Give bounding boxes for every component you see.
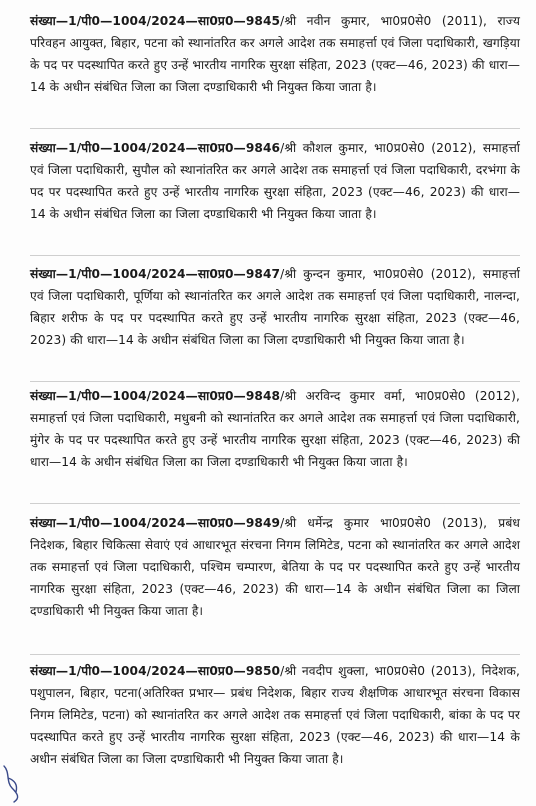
order-reference: संख्या—1/पी0—1004/2024—सा0प्र0—9848 [30,389,281,403]
order-reference: संख्या—1/पी0—1004/2024—सा0प्र0—9847 [30,267,281,281]
divider [30,381,520,382]
divider [30,255,520,256]
order-reference: संख्या—1/पी0—1004/2024—सा0प्र0—9850 [30,664,281,678]
order-reference: संख्या—1/पी0—1004/2024—सा0प्र0—9846 [30,141,281,155]
order-paragraph-9848 [30,385,520,473]
order-body: /श्री नवदीप शुक्ला, भा0प्र0से0 (2013), निदेशक, पशुपालन, बिहार, पटना(अतिरिक्त प्रभार— प्रबंध निदेशक, बिहार राज्य शैक्षणिक आधारभूत संरचना विकास निगम लिमिटेड, पटना) को स्थानांतरित कर अगले आदेश तक समाहर्त्ता एवं जिला पदाधिकारी, बांका के पद पर पदस्थापित करते हुए उन्हें भारतीय नागरिक सुरक्षा संहिता, 2023 (एक्ट—46, 2023) की धारा—14 के अधीन संबंधित जिला का जिला दण्डाधिकारी भी नियुक्त किया जाता है। [30,664,520,766]
order-paragraph-9850 [30,660,520,770]
order-body: /श्री अरविन्द कुमार वर्मा, भा0प्र0से0 (2012), समाहर्त्ता एवं जिला पदाधिकारी, मधुबनी को स्थानांतरित कर अगले आदेश तक समाहर्त्ता एवं जिला पदाधिकारी, मुंगेर के पद पर पदस्थापित करते हुए उन्हें भारतीय नागरिक सुरक्षा संहिता, 2023 (एक्ट—46, 2023) की धारा—14 के अधीन संबंधित जिला का जिला दण्डाधिकारी भी नियुक्त किया जाता है। [30,389,520,469]
order-reference: संख्या—1/पी0—1004/2024—सा0प्र0—9845 [30,14,281,28]
divider [30,654,520,655]
order-body: /श्री कौशल कुमार, भा0प्र0से0 (2012), समाहर्त्ता एवं जिला पदाधिकारी, सुपौल को स्थानांतरित कर अगले आदेश तक समाहर्त्ता एवं जिला पदाधिकारी, दरभंगा के पद पर पदस्थापित करते हुए उन्हें भारतीय नागरिक सुरक्षा संहिता, 2023 (एक्ट—46, 2023) की धारा—14 के अधीन संबंधित जिला का जिला दण्डाधिकारी भी नियुक्त किया जाता है। [30,141,520,221]
divider [30,128,520,129]
order-paragraph-9846 [30,137,520,225]
order-body: /श्री नवीन कुमार, भा0प्र0से0 (2011), राज्य परिवहन आयुक्त, बिहार, पटना को स्थानांतरित कर अगले आदेश तक समाहर्त्ता एवं जिला पदाधिकारी, खगड़िया के पद पर पदस्थापित करते हुए उन्हें भारतीय नागरिक सुरक्षा संहिता, 2023 (एक्ट—46, 2023) की धारा—14 के अधीन संबंधित जिला का जिला दण्डाधिकारी भी नियुक्त किया जाता है। [30,14,520,94]
order-paragraph-9845 [30,10,520,98]
signature-mark [0,758,40,806]
order-paragraph-9849 [30,512,520,622]
order-paragraph-9847 [30,263,520,351]
divider [30,503,520,504]
order-body: /श्री धर्मेन्द्र कुमार भा0प्र0से0 (2013), प्रबंध निदेशक, बिहार चिकित्सा सेवाएं एवं आधारभूत संरचना निगम लिमिटेड, पटना को स्थानांतरित कर अगले आदेश तक समाहर्त्ता एवं जिला पदाधिकारी, पश्चिम चम्पारण, बेतिया के पद पर पदस्थापित करते हुए उन्हें भारतीय नागरिक सुरक्षा संहिता, 2023 (एक्ट—46, 2023) की धारा—14 के अधीन संबंधित जिला का जिला दण्डाधिकारी भी नियुक्त किया जाता है। [30,516,520,618]
order-reference: संख्या—1/पी0—1004/2024—सा0प्र0—9849 [30,516,281,530]
order-body: /श्री कुन्दन कुमार, भा0प्र0से0 (2012), समाहर्त्ता एवं जिला पदाधिकारी, पूर्णिया को स्थानांतरित कर अगले आदेश तक समाहर्त्ता एवं जिला पदाधिकारी, नालन्दा, बिहार शरीफ के पद पर पदस्थापित करते हुए उन्हें भारतीय नागरिक सुरक्षा संहिता, 2023 (एक्ट—46, 2023) की धारा—14 के अधीन संबंधित जिला का जिला दण्डाधिकारी भी नियुक्त किया जाता है। [30,267,520,347]
